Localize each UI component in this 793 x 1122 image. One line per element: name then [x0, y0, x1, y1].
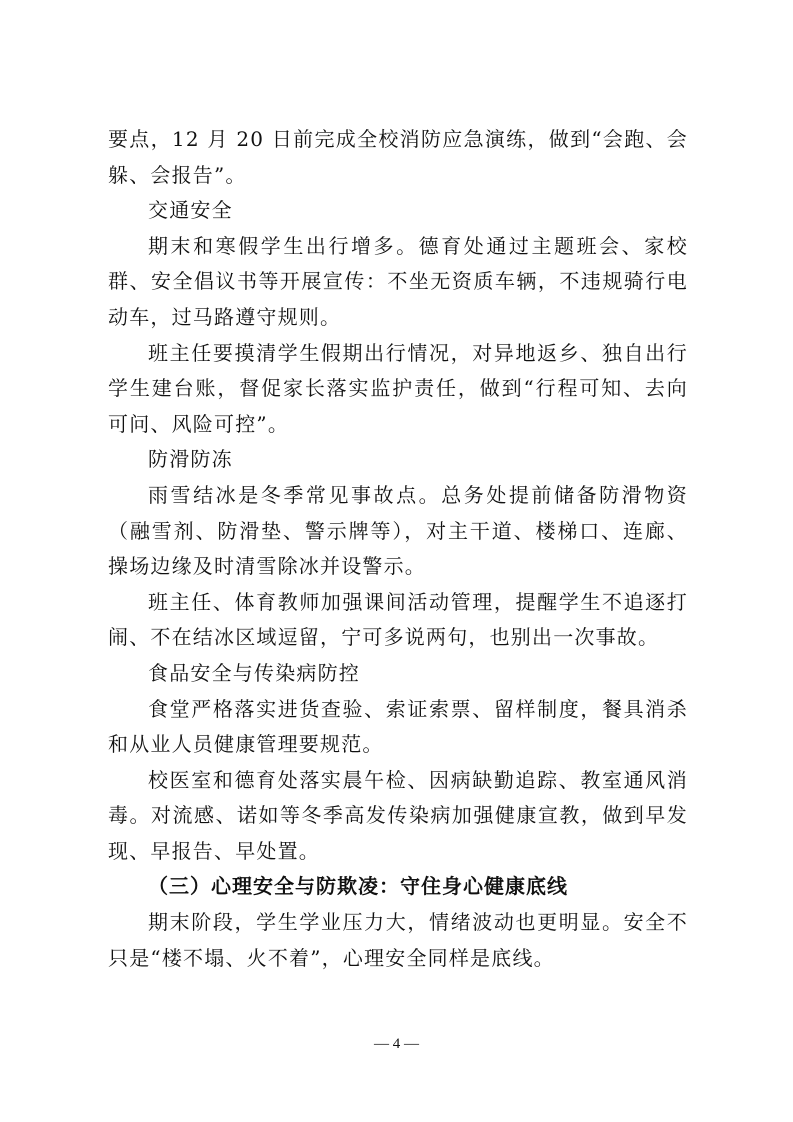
paragraph-mental-pressure: 期末阶段，学生学业压力大，情绪波动也更明显。安全不只是“楼不塌、火不着”，心理安全同样是底线。 [108, 910, 688, 970]
paragraph-fire-drill-end: 要点，12 月 20 日前完成全校消防应急演练，做到“会跑、会躲、会报告”。 [108, 127, 688, 187]
paragraph-snow-ice: 雨雪结冰是冬季常见事故点。总务处提前储备防滑物资（融雪剂、防滑垫、警示牌等），对主干道、楼梯口、连廊、操场边缘及时清雪除冰并设警示。 [108, 482, 688, 579]
paragraph-canteen: 食堂严格落实进货查验、索证索票、留样制度，餐具消杀和从业人员健康管理要规范。 [108, 696, 688, 757]
paragraph-traffic-publicity: 期末和寒假学生出行增多。德育处通过主题班会、家校群、安全倡议书等开展宣传：不坐无资质车辆，不违规骑行电动车，过马路遵守规则。 [108, 233, 688, 329]
paragraph-infirmary: 校医室和德育处落实晨午检、因病缺勤追踪、教室通风消毒。对流感、诺如等冬季高发传染病加强健康宣教，做到早发现、早报告、早处置。 [108, 767, 688, 863]
document-body [108, 122, 688, 976]
paragraph-recess-management: 班主任、体育教师加强课间活动管理，提醒学生不追逐打闹、不在结冰区域逗留，宁可多说两句，也别出一次事故。 [108, 589, 688, 650]
section-heading-mental-safety: （三）心理安全与防欺凌：守住身心健康底线 [148, 874, 568, 899]
paragraph-travel-ledger: 班主任要摸清学生假期出行情况，对异地返乡、独自出行学生建台账，督促家长落实监护责任，做到“行程可知、去向可问、风险可控”。 [108, 340, 688, 436]
heading-anti-slip-freeze: 防滑防冻 [148, 447, 233, 472]
page-number: — 4 — [374, 1036, 419, 1052]
heading-food-safety-disease: 食品安全与传染病防控 [148, 660, 360, 685]
heading-traffic-safety: 交通安全 [148, 198, 233, 223]
